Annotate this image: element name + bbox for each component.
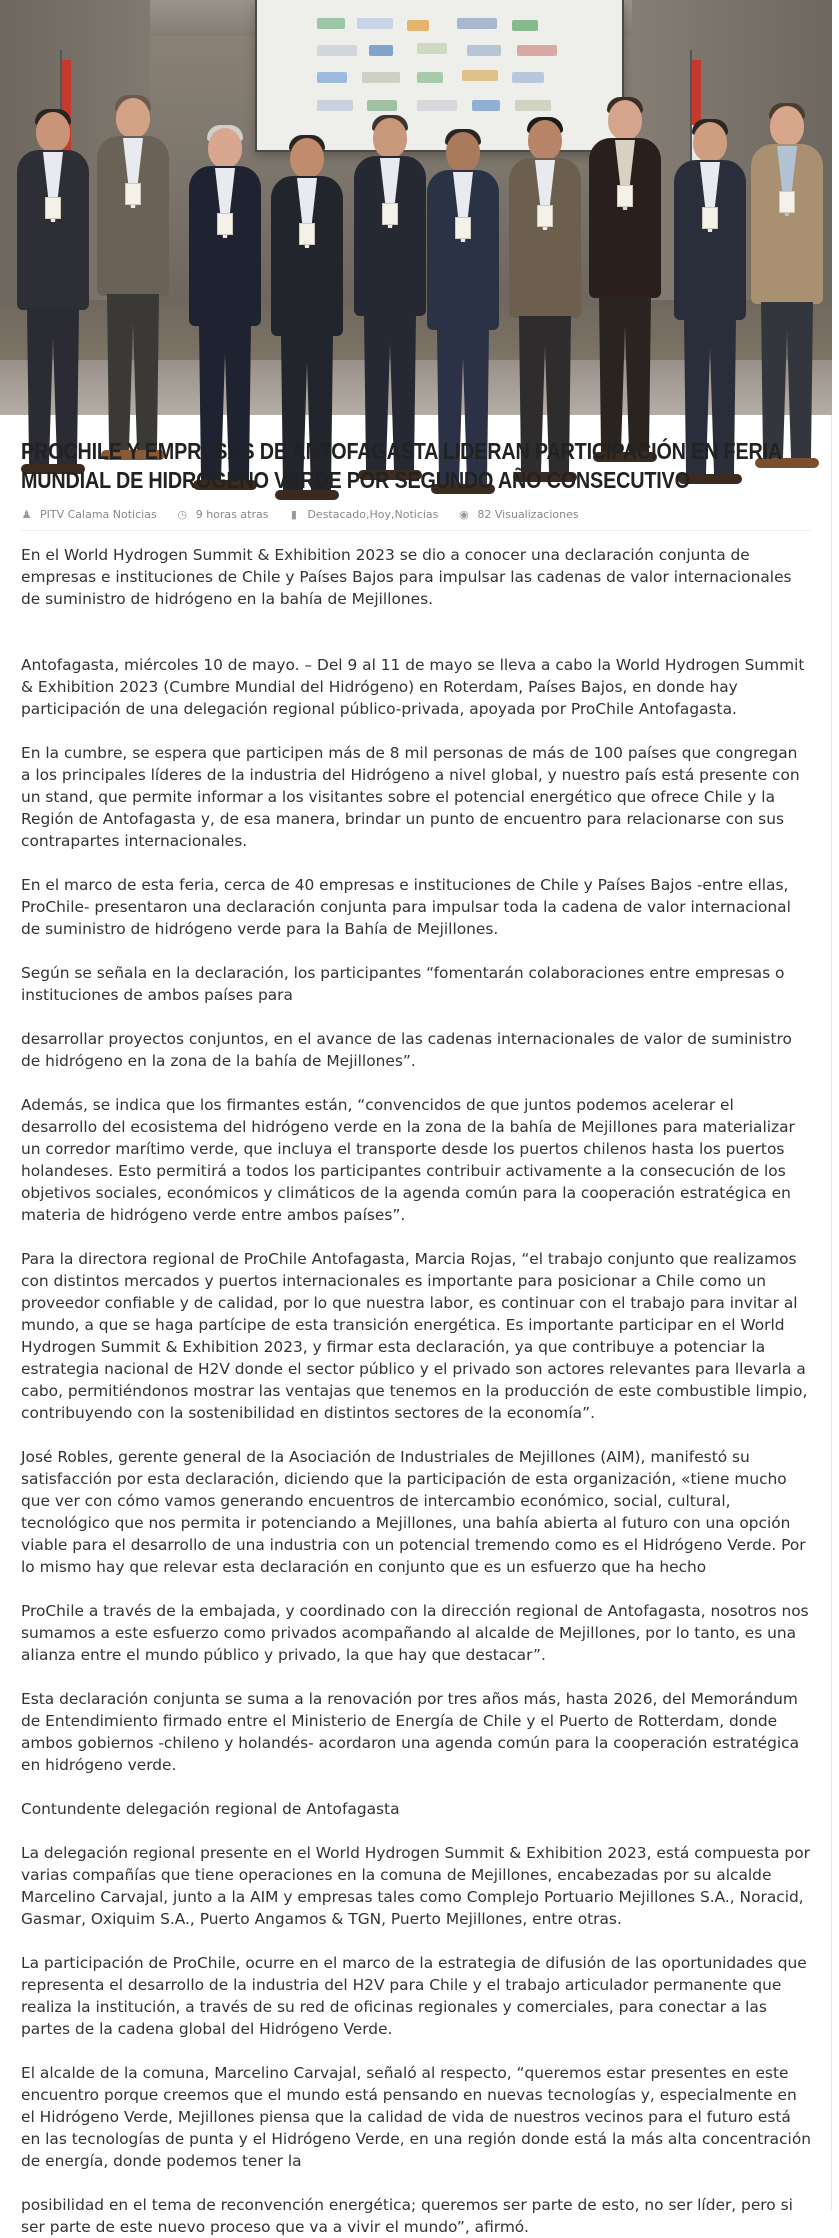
category-link-noticias[interactable]: Noticias xyxy=(394,508,439,521)
user-icon: ♟ xyxy=(21,508,32,521)
paragraph: En el marco de esta feria, cerca de 40 empresas e instituciones de Chile y Países Bajos -entre ellas, ProChile- presentaron una declaración conjunta para impulsar toda la cadena de valor internacional de suministro de hidrógeno verde para la Bahía de Mejillones. xyxy=(21,876,791,938)
category-separator: , xyxy=(365,508,370,521)
article-lead: En el World Hydrogen Summit & Exhibition 2023 se dio a conocer una declaración conjunta de empresas e instituciones de Chile y Países Bajos para impulsar las cadenas de valor internacionales de suministro de hidrógeno en la bahía de Mejillones. xyxy=(21,546,792,608)
author-name[interactable]: PITV Calama Noticias xyxy=(40,508,157,521)
category-link-destacado[interactable]: Destacado xyxy=(307,508,366,521)
paragraph: La delegación regional presente en el World Hydrogen Summit & Exhibition 2023, está compuesta por varias compañías que tiene operaciones en la comuna de Mejillones, encabezadas por su alcalde Marcelino Carvajal, junto a la AIM y empresas tales como Complejo Portuario Mejillones S.A., Noracid, Gasmar, Oxiquim S.A., Puerto Angamos & TGN, Puerto Mejillones, entre otras. xyxy=(21,1844,810,1928)
paragraph: Esta declaración conjunta se suma a la renovación por tres años más, hasta 2026, del Memorándum de Entendimiento firmado entre el Ministerio de Energía de Chile y el Puerto de Rotterdam, donde ambos gobiernos -chileno y holandés- acordaron una agenda común para la cooperación estratégica en hidrógeno verde. xyxy=(21,1690,800,1774)
eye-icon: ◉ xyxy=(459,508,469,521)
article-body xyxy=(21,544,811,2238)
person xyxy=(88,98,178,478)
section-subheading: Contundente delegación regional de Antofagasta xyxy=(21,1800,400,1818)
paragraph: En la cumbre, se espera que participen más de 8 mil personas de más de 100 países que congregan a los principales líderes de la industria del Hidrógeno a nivel global, y nuestro país está presente con un stand, que permite informar a los visitantes sobre el potencial energético que ofrece Chile y la Región de Antofagasta y, de esa manera, brindar un punto de encuentro para relacionarse con sus contrapartes internacionales. xyxy=(21,744,800,850)
folder-icon: ▮ xyxy=(290,508,297,521)
paragraph: La participación de ProChile, ocurre en el marco de la estrategia de difusión de las oportunidades que representa el desarrollo de la industria del H2V para Chile y el trabajo articulador permanente que realiza la institución, a través de su red de oficinas regionales y comerciales, para conectar a las partes de la cadena global del Hidrógeno Verde. xyxy=(21,1954,807,2038)
meta-author[interactable] xyxy=(21,508,157,521)
clock-icon: ◷ xyxy=(177,508,187,521)
person xyxy=(580,100,670,480)
paragraph: posibilidad en el tema de reconvención energética; queremos ser parte de esto, no ser líder, pero si ser parte de este nuevo proceso que va a vivir el mundo”, afirmó. xyxy=(21,2196,793,2236)
paragraph: El alcalde de la comuna, Marcelino Carvajal, señaló al respecto, “queremos estar presentes en este encuentro porque creemos que el mundo está pensando en nuevas tecnologías y, especialmente en el Hidrógeno Verde, Mejillones piensa que la calidad de vida de nuestros vecinos para el futuro está en las tecnologías de punta y el Hidrógeno Verde, en una región donde está la más alta concentración de energía, donde podemos tener la xyxy=(21,2064,812,2170)
article-title: PROCHILE Y EMPRESAS DE ANTOFAGASTA LIDERAN PARTICIPACIÓN EN FERIA MUNDIAL DE HIDRÓGENO VERDE POR SEGUNDO AÑO CONSECUTIVO xyxy=(21,438,782,493)
paragraph: José Robles, gerente general de la Asociación de Industriales de Mejillones (AIM), manifestó su satisfacción por esta declaración, diciendo que la participación de esta organización, «tiene mucho que ver con cómo vamos generando encuentros de intercambio económico, social, cultural, tecnológico que nos permita ir potenciando a Mejillones, una bahía abierta al futuro con una opción viable para el desarrollo de una industria con un potencial tremendo como es el Hidrógeno Verde. Por lo mismo hay que relevar esta declaración en conjunto que es un esfuerzo que ha hecho xyxy=(21,1448,806,1576)
person xyxy=(742,106,832,486)
meta-time xyxy=(177,508,269,521)
category-link-hoy[interactable]: Hoy xyxy=(369,508,391,521)
paragraph: Según se señala en la declaración, los participantes “fomentarán colaboraciones entre empresas o instituciones de ambos países para xyxy=(21,964,785,1004)
post-time: 9 horas atras xyxy=(195,508,269,521)
article xyxy=(0,437,831,2238)
hero-image xyxy=(0,0,832,415)
paragraph: Antofagasta, miércoles 10 de mayo. – Del 9 al 11 de mayo se lleva a cabo la World Hydrogen Summit & Exhibition 2023 (Cumbre Mundial del Hidrógeno) en Roterdam, Países Bajos, en donde hay participación de una delegación regional público-privada, apoyada por ProChile Antofagasta. xyxy=(21,656,805,718)
paragraph: desarrollar proyectos conjuntos, en el avance de las cadenas internacionales de valor de suministro de hidrógeno en la zona de la bahía de Mejillones”. xyxy=(21,1030,792,1070)
category-separator: , xyxy=(391,508,395,521)
article-meta xyxy=(21,508,811,531)
paragraph: Además, se indica que los firmantes están, “convencidos de que juntos podemos acelerar el desarrollo del ecosistema del hidrógeno verde en la zona de la bahía de Mejillones para materializar un corredor marítimo verde, que incluya el transporte desde los puertos chilenos hasta los puertos holandeses. Esto permitirá a todos los participantes contribuir activamente a la consecución de los objetivos sociales, económicos y climáticos de la agenda común para la cooperación estratégica en materia de hidrógeno verde entre ambos países”. xyxy=(21,1096,795,1224)
view-count: 82 Visualizaciones xyxy=(477,508,579,521)
person xyxy=(8,112,98,492)
paragraph: Para la directora regional de ProChile Antofagasta, Marcia Rojas, “el trabajo conjunto que realizamos con distintos mercados y puertos internacionales es importante para posicionar a Chile como un proveedor confiable y de calidad, por lo que nuestra labor, es continuar con el trabajo para invitar al mundo, a que se haga partícipe de esta transición energética. Es importante participar en el World Hydrogen Summit & Exhibition 2023, y firmar esta declaración, ya que contribuye a potenciar la estrategia nacional de H2V donde el sector público y el privado son actores relevantes para llevarla a cabo, permitiéndonos mostrar las ventajas que tenemos en la producción de este combustible limpio, contribuyendo con la sostenibilidad en distintos sectores de la economía”. xyxy=(21,1250,808,1422)
paragraph: ProChile a través de la embajada, y coordinado con la dirección regional de Antofagasta, nosotros nos sumamos a este esfuerzo como privados acompañando al alcalde de Mejillones, por lo tanto, es una alianza entre el mundo público y privado, la que hay que destacar”. xyxy=(21,1602,809,1664)
